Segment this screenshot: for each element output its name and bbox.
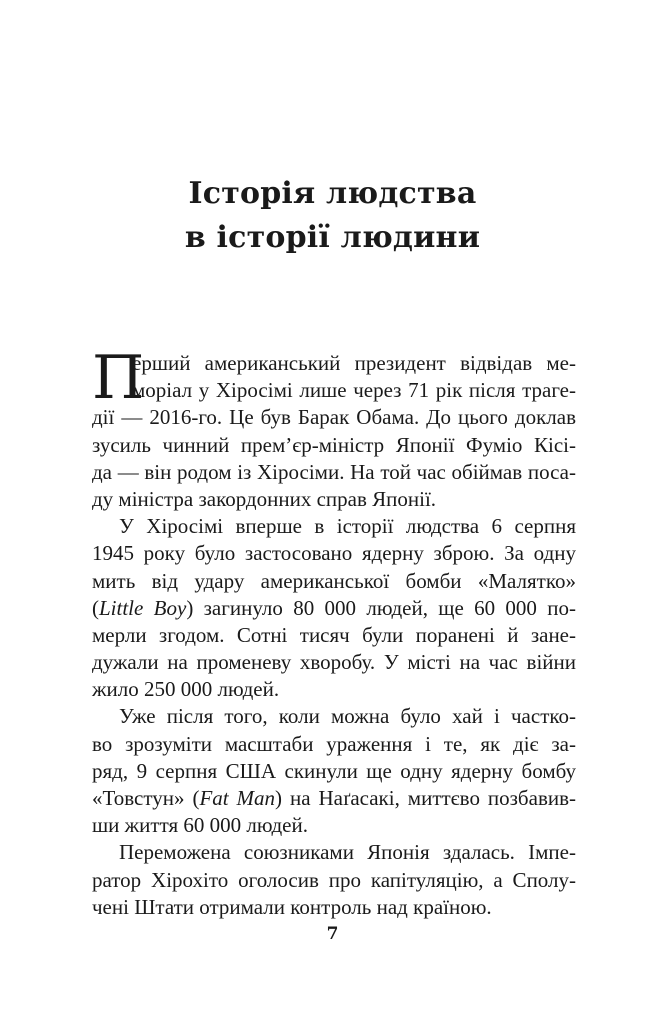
italic-text-segment: Little Boy (99, 595, 187, 620)
text-line: да — він родом із Хіросіми. На той час обіймав поса- (92, 459, 576, 484)
chapter-title (0, 172, 665, 260)
chapter-title-line-1: Історія людства (188, 176, 477, 211)
text-line: ряд, 9 серпня США скинули ще одну ядерну бомбу (92, 758, 576, 783)
text-line: мить від удару американської бомби «Малятко» (92, 568, 576, 593)
text-line: ду міністра закордонних справ Японії. (92, 486, 437, 511)
drop-cap-letter: П (92, 343, 145, 413)
text-segment: ( (92, 595, 99, 620)
text-line: мерли згодом. Сотні тисяч були поранені й зане- (92, 622, 576, 647)
chapter-title-line-2: в історії людини (184, 220, 481, 255)
text-segment: «Товстун» ( (92, 786, 200, 810)
text-line: Уже після того, коли можна було хай і частко- (119, 704, 576, 729)
text-line: жило 250 000 людей. (92, 677, 280, 702)
italic-text-segment: Fat Man (199, 786, 276, 810)
text-segment: ) загинуло 80 000 людей, ще 60 000 по- (186, 595, 576, 620)
text-line: ратор Хірохіто оголосив про капітуляцію, а Сполу- (92, 867, 576, 892)
text-line: моріал у Хіросімі лише через 71 рік після траге- (132, 378, 576, 403)
text-line: У Хіросімі вперше в історії людства 6 серпня (119, 514, 576, 539)
text-line: Переможена союзниками Японія здалась. Імпе- (119, 840, 576, 865)
text-line: зусиль чинний прем’єр-міністр Японії Фуміо Кісі- (92, 432, 576, 457)
text-line (92, 595, 576, 622)
text-line: во зрозуміти масштаби ураження і те, як діє за- (92, 731, 576, 756)
page-number: 7 (326, 924, 339, 944)
text-line: ерший американський президент відвідав ме- (132, 351, 576, 375)
text-line: чені Штати отримали контроль над країною. (92, 894, 492, 919)
text-line: дії — 2016-го. Це був Барак Обама. До цього доклав (92, 405, 576, 430)
text-line: 1945 року було застосовано ядерну зброю. За одну (92, 541, 576, 566)
text-segment: ) на Наґасакі, миттєво позбавив- (275, 786, 577, 810)
text-line: дужали на променеву хворобу. У місті на час війни (92, 650, 576, 675)
body-text (92, 343, 577, 921)
text-line (92, 785, 576, 812)
text-line: ши життя 60 000 людей. (92, 813, 308, 838)
